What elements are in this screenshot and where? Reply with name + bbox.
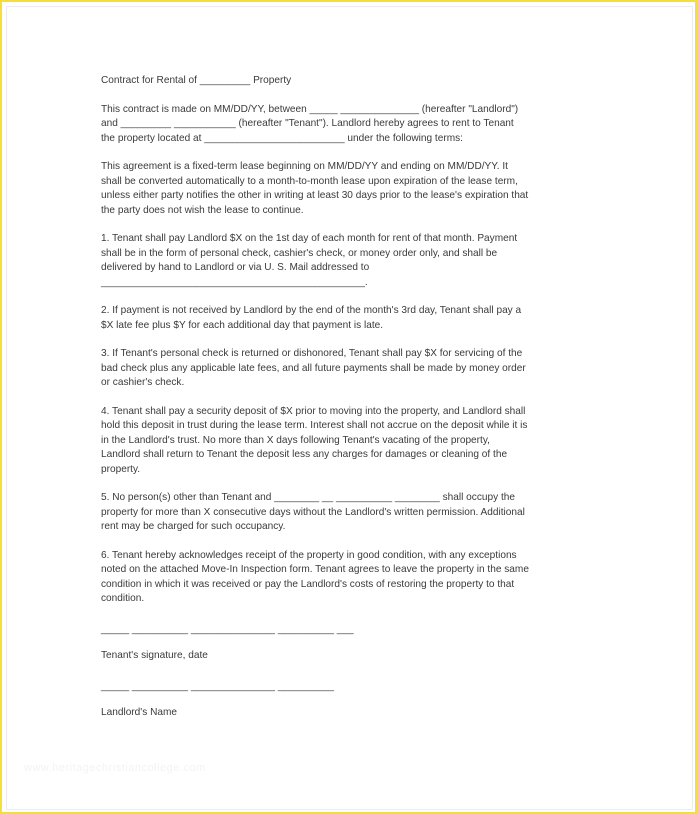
paragraph-intro: This contract is made on MM/DD/YY, between _____ ______________ (hereafter "Landlord") and _________ ___________ (hereafter "Tenant"). Landlord hereby agrees to rent to Tenant the property located at _________________________ under the following terms: [101,103,519,144]
clause-3-bad-check: 3. If Tenant's personal check is returned or dishonored, Tenant shall pay $X for servicing of the bad check plus any applicable late fees, and all future payments shall be made by money order or cashier's check. [101,348,526,388]
clause-2-late-fee: 2. If payment is not received by Landlord by the end of the month's 3rd day, Tenant shall pay a $X late fee plus $Y for each additional day that payment is late. [101,305,522,331]
clause-5-occupancy: 5. No person(s) other than Tenant and ________ __ __________ ________ shall occupy the property for more than X consecutive days without the Landlord's written permission. Additional rent may be charged for such occupancy. [101,492,525,532]
clause-6-condition: 6. Tenant hereby acknowledges receipt of the property in good condition, with any exceptions noted on the attached Move-In Inspection form. Tenant agrees to leave the property in the same condition in which it was received or pay the Landlord's costs of restoring the property to that condition. [101,549,529,604]
tenant-signature-line: _____ __________ _______________ __________ ___ [101,623,354,635]
landlord-name-line: _____ __________ _______________ __________ [101,680,334,692]
document-title: Contract for Rental of _________ Property [101,75,292,86]
watermark: www.heritagechristiancollege.com [24,762,206,774]
clause-4-security-deposit: 4. Tenant shall pay a security deposit of $X prior to moving into the property, and Landlord shall hold this deposit in trust during the lease term. Interest shall not accrue on the deposit while it is in the Landlord's trust. No more than X days following Tenant's vacating of the property, Landlord shall return to Tenant the deposit less any charges for damages or cleaning of the property. [101,405,528,475]
tenant-signature-label: Tenant's signature, date [101,650,208,661]
rental-contract-document [101,74,577,737]
landlord-name-label: Landlord's Name [101,707,177,718]
paragraph-lease-term: This agreement is a fixed-term lease beginning on MM/DD/YY and ending on MM/DD/YY. It shall be converted automatically to a month-to-month lease upon expiration of the lease term, unless either party notifies the other in writing at least 30 days prior to the lease's expiration that the party does not wish the lease to continue. [101,161,529,216]
clause-1-rent: 1. Tenant shall pay Landlord $X on the 1st day of each month for rent of that month. Payment shall be in the form of personal check, cashier's check, or money order only, and shall be delivered by hand to Landlord or via U. S. Mail addressed to _______________________________________________. [101,233,518,288]
